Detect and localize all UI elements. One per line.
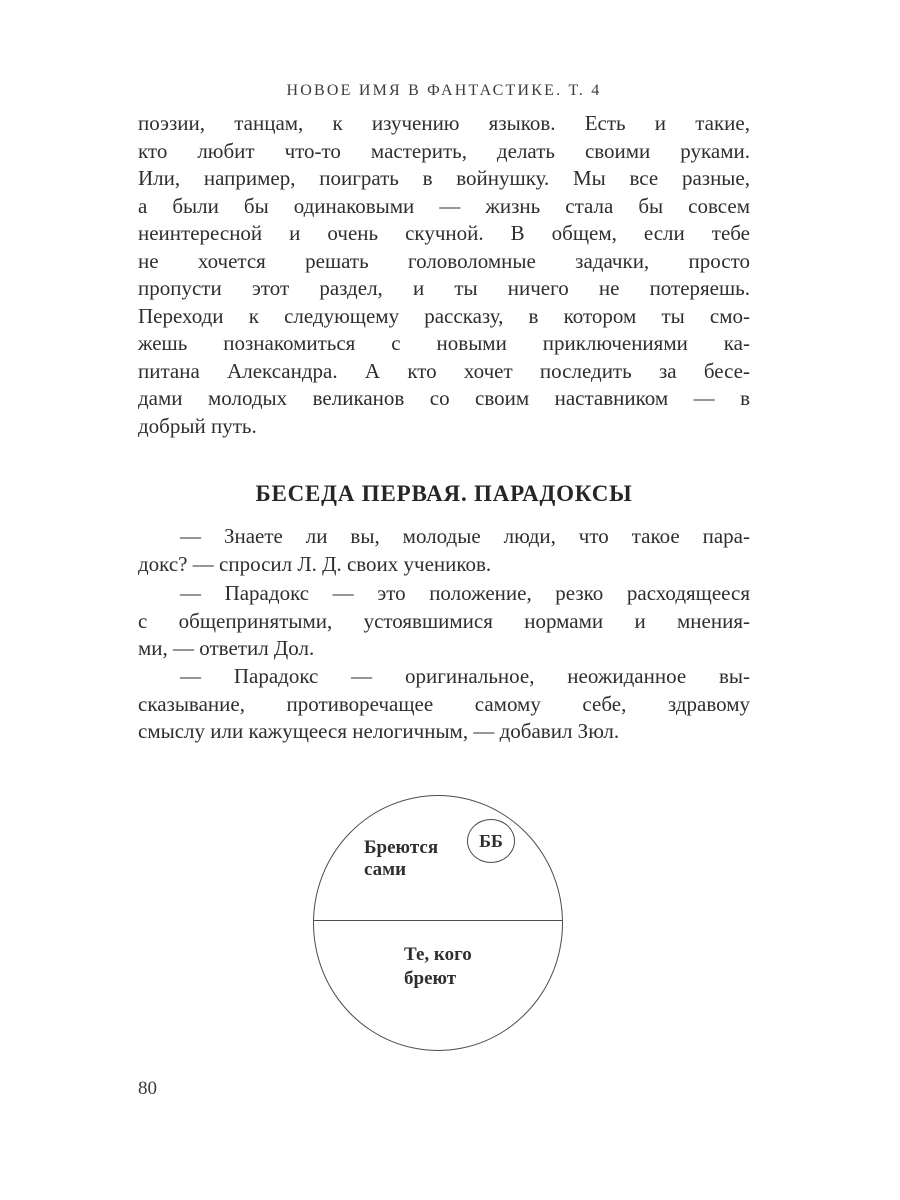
text-line: — Парадокс — оригинальное, неожиданное вы- bbox=[180, 664, 750, 688]
divider-line bbox=[314, 920, 562, 921]
text-line: поэзии, танцам, к изучению языков. Есть и такие, bbox=[138, 111, 750, 135]
dialogue-paragraph bbox=[138, 580, 750, 663]
dialogue-paragraph bbox=[138, 523, 750, 578]
running-header: НОВОЕ ИМЯ В ФАНТАСТИКЕ. Т. 4 bbox=[286, 82, 602, 99]
text-line: докс? — спросил Л. Д. своих учеников. bbox=[138, 551, 492, 576]
text-line: питана Александра. А кто хочет последить за бесе- bbox=[138, 358, 750, 383]
text-line: Или, например, поиграть в войнушку. Мы все разные, bbox=[138, 166, 750, 190]
label-line: сами bbox=[364, 859, 407, 880]
text-line: сказывание, противоречащее самому себе, здравому bbox=[138, 691, 750, 716]
text-line: смыслу или кажущееся нелогичным, — добавил Зюл. bbox=[138, 719, 620, 743]
text-line: — Знаете ли вы, молодые люди, что такое пара- bbox=[180, 524, 750, 548]
page-number: 80 bbox=[138, 1078, 157, 1099]
label-line: бреют bbox=[404, 968, 457, 989]
text-line: добрый путь. bbox=[138, 413, 257, 438]
bb-label: ББ bbox=[479, 830, 503, 851]
text-line: кто любит что-то мастерить, делать своими руками. bbox=[138, 138, 750, 163]
bb-subset-circle bbox=[467, 819, 515, 863]
barber-paradox-diagram bbox=[313, 795, 565, 1053]
label-line: Бреются bbox=[364, 837, 439, 858]
top-half-label bbox=[364, 837, 438, 881]
text-line: ми, — ответил Дол. bbox=[138, 636, 315, 660]
text-line: жешь познакомиться с новыми приключениями ка- bbox=[138, 331, 750, 355]
text-line: не хочется решать головоломные задачки, просто bbox=[138, 248, 750, 273]
paragraph-continuation bbox=[138, 110, 750, 440]
text-line: с общепринятыми, устоявшимися нормами и мнения- bbox=[138, 608, 750, 633]
set-circle bbox=[313, 795, 563, 1051]
dialogue-paragraph bbox=[138, 663, 750, 746]
bottom-half-label bbox=[404, 943, 472, 991]
text-line: — Парадокс — это положение, резко расходящееся bbox=[180, 581, 750, 605]
label-line: Те, кого bbox=[404, 944, 472, 965]
text-line: дами молодых великанов со своим наставником — в bbox=[138, 386, 750, 410]
section-heading: БЕСЕДА ПЕРВАЯ. ПАРАДОКСЫ bbox=[255, 481, 633, 506]
text-line: Переходи к следующему рассказу, в котором ты смо- bbox=[138, 303, 750, 328]
text-line: неинтересной и очень скучной. В общем, если тебе bbox=[138, 221, 750, 245]
text-line: пропусти этот раздел, и ты ничего не потеряешь. bbox=[138, 276, 750, 300]
text-line: а были бы одинаковыми — жизнь стала бы совсем bbox=[138, 193, 750, 218]
